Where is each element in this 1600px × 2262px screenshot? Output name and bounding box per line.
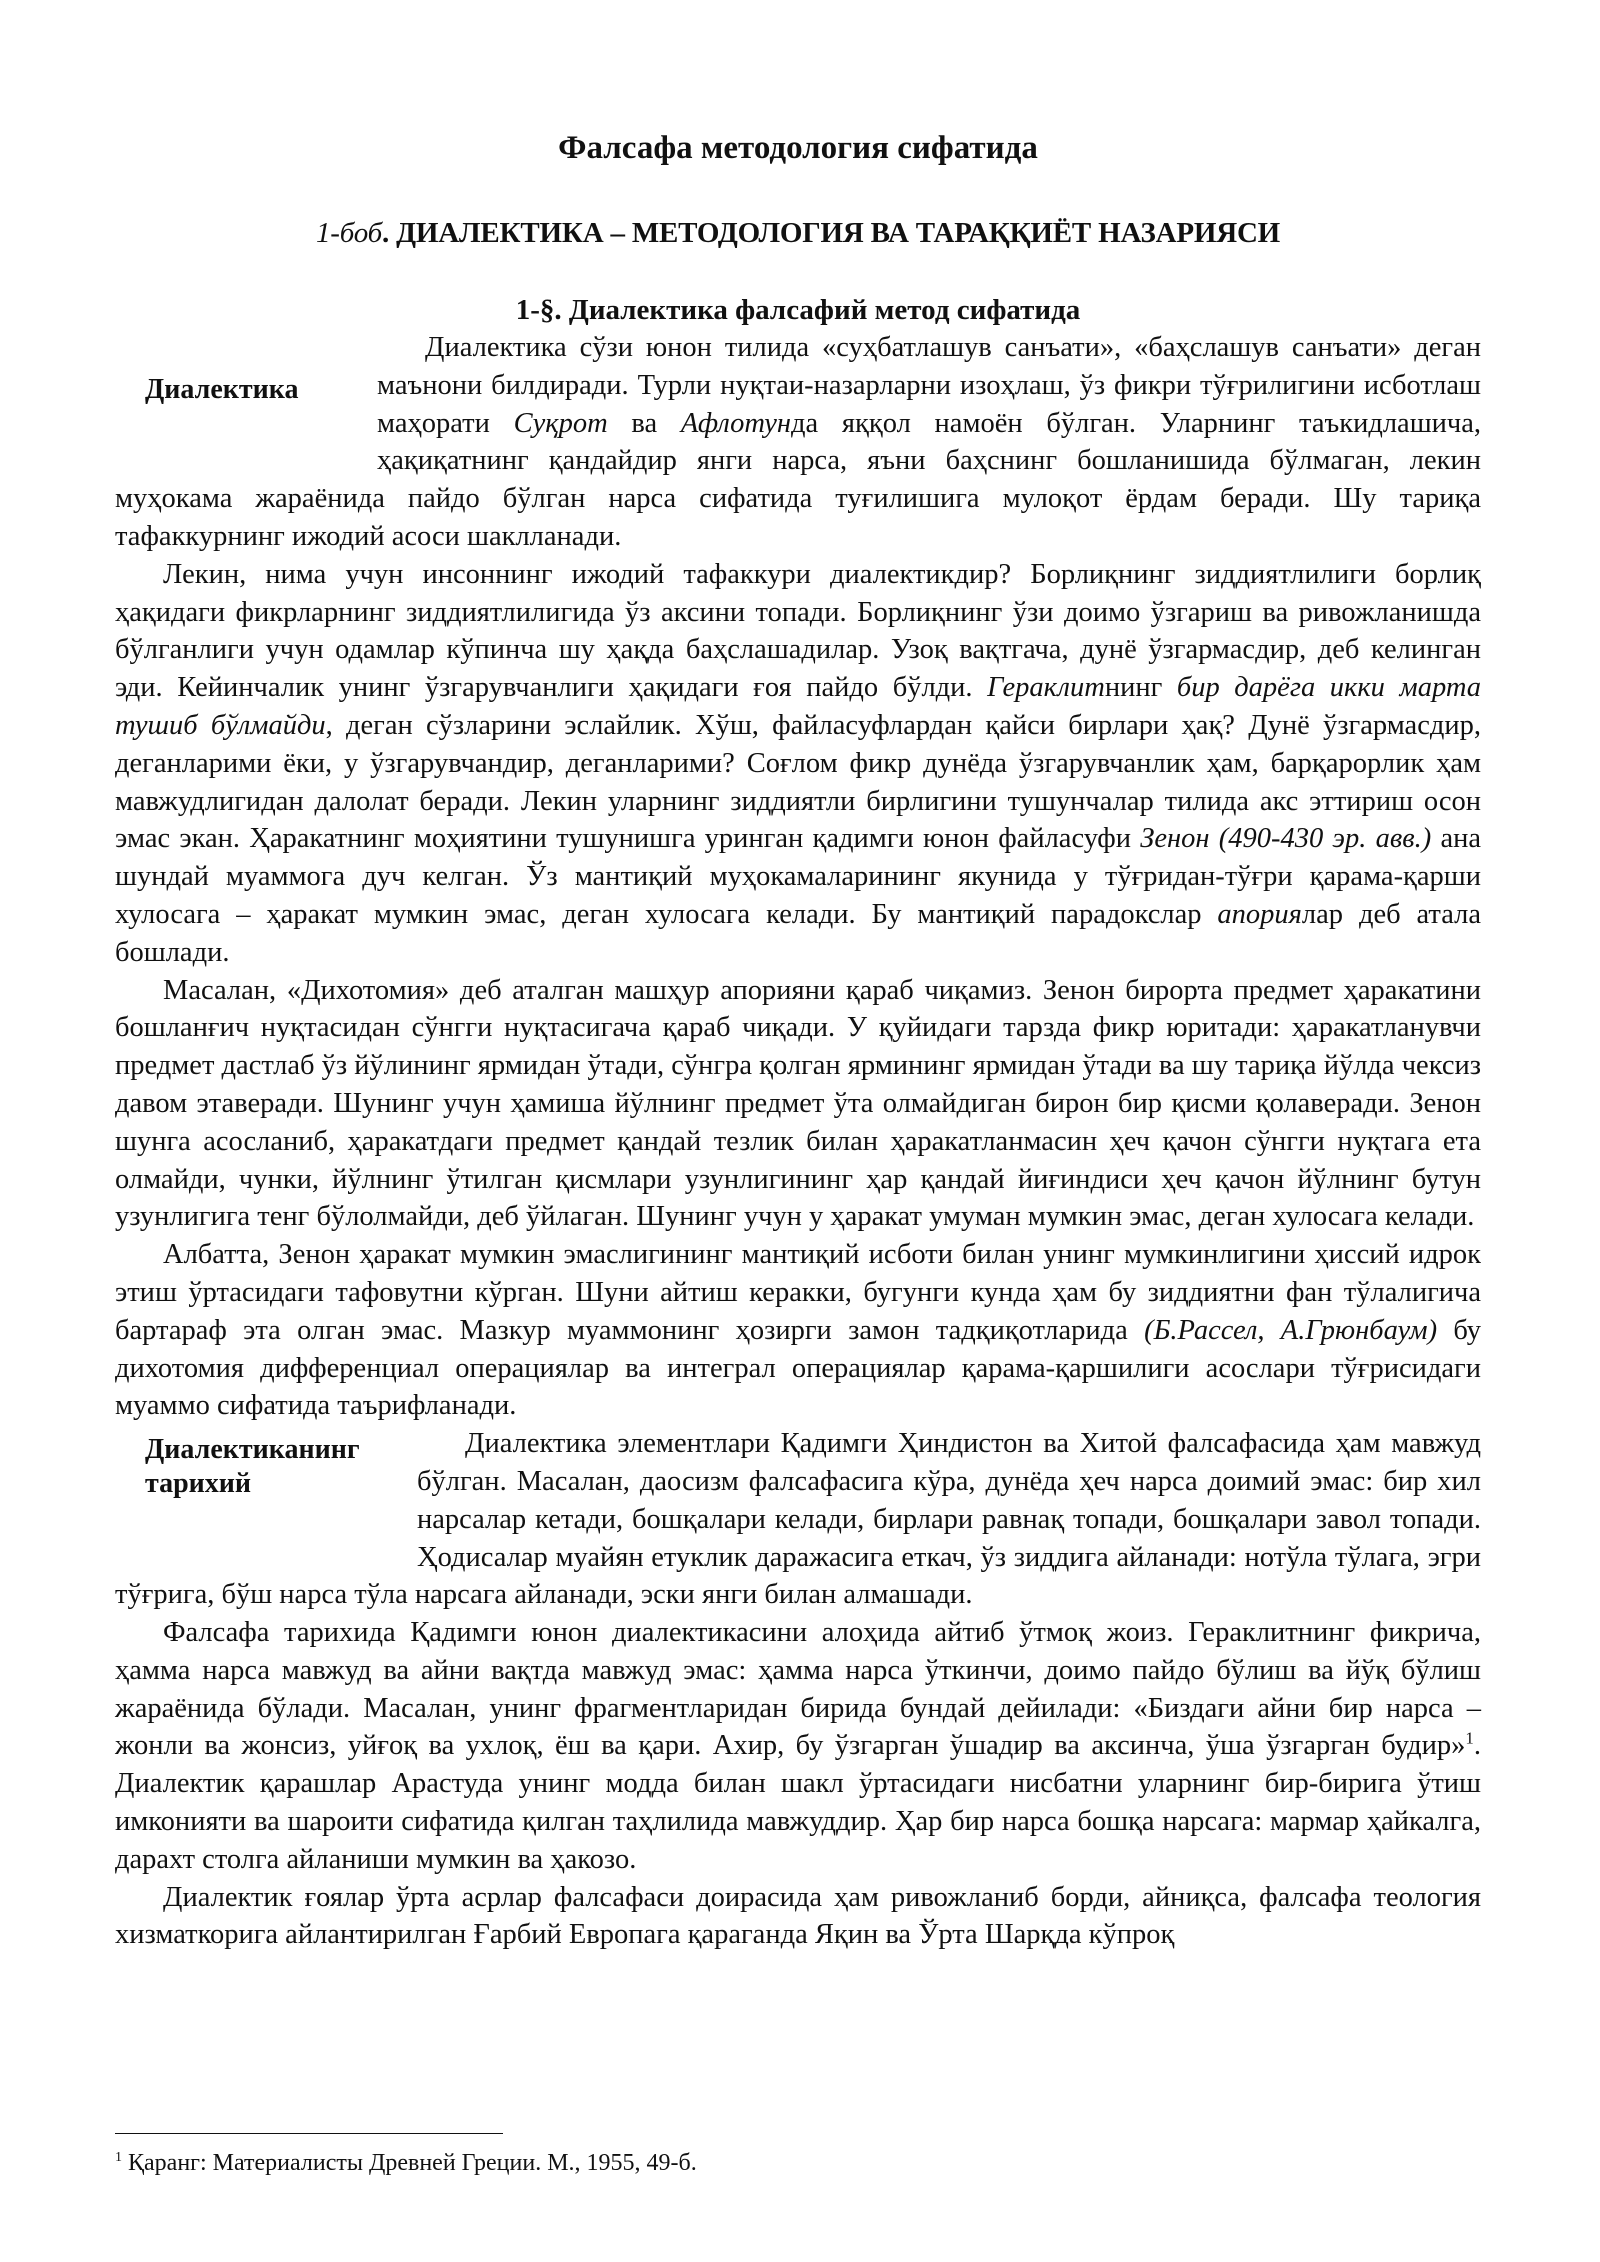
p4-b: бу дихотомия дифференциал операциялар ва интеграл операциялар қарама-қаршилиги асослари тўғрисидаги муаммо сифатида таърифланади. xyxy=(115,1314,1481,1422)
p2-aporia: апория xyxy=(1217,898,1302,930)
p4-a: Албатта, Зенон ҳаракат мумкин эмаслигининг мантиқий исботи билан унинг мумкинлигини ҳиссий идрок этиш ўртасидаги тафовутни кўрган. Шуни айтиш керакки, бугунги кунда ҳам бу зиддиятни фан тўлалигича бартараф эта олган эмас. Мазкур муаммонинг ҳозирги замон тадқиқотларида xyxy=(115,1239,1481,1346)
p1-plato: Афлотун xyxy=(680,407,792,439)
p1-c: да яққол намоён бўлган. Уларнинг таъкидлашича, ҳақиқатнинг қандайдир янги нарса, яъни баҳснинг бошланишида бўлмаган, лекин муҳокама жараёнида пайдо бўлган нарса сифатида туғилишига мулоқот ёрдам беради. Шу тариқа тафаккурнинг ижодий асоси шаклланади. xyxy=(115,407,1482,552)
p2-e: лар деб атала бошлади. xyxy=(115,898,1481,968)
page-title: Фалсафа методология сифатида xyxy=(558,130,1038,166)
paragraph-5 xyxy=(115,1425,1481,1614)
p1-socrates: Суқрот xyxy=(513,407,608,439)
p2-a: Лекин, нима учун инсоннинг ижодий тафаккури диалектикдир? Борлиқнинг зиддиятлилиги борлиқ ҳақидаги фикрларнинг зиддиятлилигида ўз аксини топади. Борлиқнинг ўзи доимо ўзгариш ва ривожланишда бўлганлиги учун одамлар кўпинча шу ҳақда баҳслашадилар. Узоқ вақтгача, дунё ўзгармасдир, деб келинган эди. Кейинчалик унинг ўзгарувчанлиги ҳақидаги ғоя пайдо бўлди. xyxy=(115,558,1481,704)
side-label-dialectics: Диалектика xyxy=(145,374,299,405)
paragraph-3: Масалан, «Дихотомия» деб аталган машҳур апорияни қараб чиқамиз. Зенон бирорта предмет ҳаракатини бошланғич нуқтасидан сўнгги нуқтасигача қараб чиқади. У қуйидаги тарзда фикр юритади: ҳаракатланувчи предмет дастлаб ўз йўлининг ярмидан ўтади, сўнгра қолган ярмининг ярмидан ўтади ва шу тариқа йўлда чексиз давом этаверади. Шунинг учун ҳамиша йўлнинг предмет ўта олмайдиган бирон бир қисми қолаверади. Зенон шунга асосланиб, ҳаракатдаги предмет қандай тезлик билан ҳаракатланмасин ҳеч қачон сўнгги нуқтага ета олмайди, чунки, йўлнинг ўтилган қисмлари узунлигининг ҳар қандай йиғиндиси ҳеч қачон йўлнинг бутун узунлигига тенг бўлолмайди, деб ўйлаган. Шунинг учун у ҳаракат умуман мумкин эмас, деган хулосага келади. xyxy=(115,974,1481,1233)
footnote xyxy=(115,2148,1481,2178)
paragraph-1 xyxy=(115,329,1481,556)
paragraph-2 xyxy=(115,556,1481,972)
body-text xyxy=(115,329,1481,1954)
p2-b: нинг xyxy=(1104,672,1177,704)
footnote-separator xyxy=(115,2133,503,2134)
chapter-prefix: 1-боб xyxy=(315,217,383,249)
footnote-ref[interactable]: 1 xyxy=(1465,1728,1474,1748)
p4-names: (Б.Рассел, А.Грюнбаум) xyxy=(1144,1314,1438,1346)
paragraph-6 xyxy=(115,1614,1481,1879)
p2-zeno: Зенон (490-430 эр. авв.) xyxy=(1140,823,1432,855)
p6-a: Фалсафа тарихида Қадимги юнон диалектикасини алоҳида айтиб ўтмоқ жоиз. Гераклитнинг фикрича, ҳамма нарса мавжуд ва айни вақтда мавжуд эмас: ҳамма нарса ўткинчи, доимо пайдо бўлиш ва йўқ бўлиш жараёнида бўлади. Масалан, унинг фрагментларидан бирида бундай дейилади: «Биздаги айни бир нарса – жонли ва жонсиз, уйғоқ ва ухлоқ, ёш ва қари. Ахир, бу ўзгарган ўшадир ва аксинча, ўша ўзгарган будир» xyxy=(115,1617,1481,1762)
p1-a: Диалектика сўзи юнон тилида «суҳбатлашув санъати», «баҳслашув санъати» деган маънони билдиради. Турли нуқтаи-назарларни изоҳлаш, ўз фикри тўғрилигини исботлаш маҳорати xyxy=(377,332,1481,439)
paragraph-7: Диалектик ғоялар ўрта асрлар фалсафаси доирасида ҳам ривожланиб борди, айниқса, фалсафа теология хизматкорига айлантирилган Ғарбий Европага қараганда Яқин ва Ўрта Шарқда кўпроқ xyxy=(115,1881,1481,1951)
chapter-heading xyxy=(115,215,1481,251)
paragraph-4 xyxy=(115,1236,1481,1425)
footnote-mark: 1 xyxy=(115,2150,122,2165)
p5-text: Диалектика элементлари Қадимги Ҳиндистон ва Хитой фалсафасида ҳам мавжуд бўлган. Масалан, даосизм фалсафасига кўра, дунёда ҳеч нарса доимий эмас: бир хил нарсалар кетади, бошқалари келади, бирлари равнақ топади, бошқалари завол топади. Ҳодисалар муайян етуклик даражасига еткач, ўз зиддига айланади: нотўла тўлага, эгри тўғрига, бўш нарса тўла нарсага айланади, эски янги билан алмашади. xyxy=(115,1428,1481,1611)
p2-d: ана шундай муаммога дуч келган. Ўз мантиқий муҳокамаларининг якунида у тўғридан-тўғри қарама-қарши хулосага – ҳаракат мумкин эмас, деган хулосага келади. Бу мантиқий парадокслар xyxy=(115,823,1481,930)
chapter-title: . ДИАЛЕКТИКА – МЕТОДОЛОГИЯ ВА ТАРАҚҚИЁТ НАЗАРИЯСИ xyxy=(382,217,1281,249)
p6-b: . Диалектик қарашлар Арастуда унинг модда билан шакл ўртасидаги нисбатни уларнинг бир-бирига ўтиш имконияти ва шароити сифатида қилган таҳлилида мавжуддир. Ҳар бир нарса бошқа нарсага: мармар ҳайкалга, дарахт столга айланиши мумкин ва ҳакозо. xyxy=(115,1730,1481,1875)
footnote-text: Қаранг: Материалисты Древней Греции. М., 1955, 49-б. xyxy=(122,2150,697,2176)
side-label-history: Диалектиканинг тарихий xyxy=(145,1434,360,1500)
p2-river-quote: бир дарёга икки марта тушиб бўлмайди xyxy=(115,672,1481,741)
p2-heraclitus: Гераклит xyxy=(987,672,1105,704)
section-title: 1-§. Диалектика фалсафий метод сифатида xyxy=(515,294,1081,326)
p1-b: ва xyxy=(607,407,681,439)
p2-c: , деган сўзларини эслайлик. Хўш, файласуфлардан қайси бирлари ҳақ? Дунё ўзгармасдир, деганларими ёки, у ўзгарувчандир, деганларими? Соғлом фикр дунёда ўзгарувчанлик ҳам, барқарорлик ҳам мавжудлигидан далолат беради. Лекин уларнинг зиддиятли бирлигини тушунчалар тилида акс эттириш осон эмас экан. Ҳаракатнинг моҳиятини тушунишга уринган қадимги юнон файласуфи xyxy=(115,709,1481,855)
